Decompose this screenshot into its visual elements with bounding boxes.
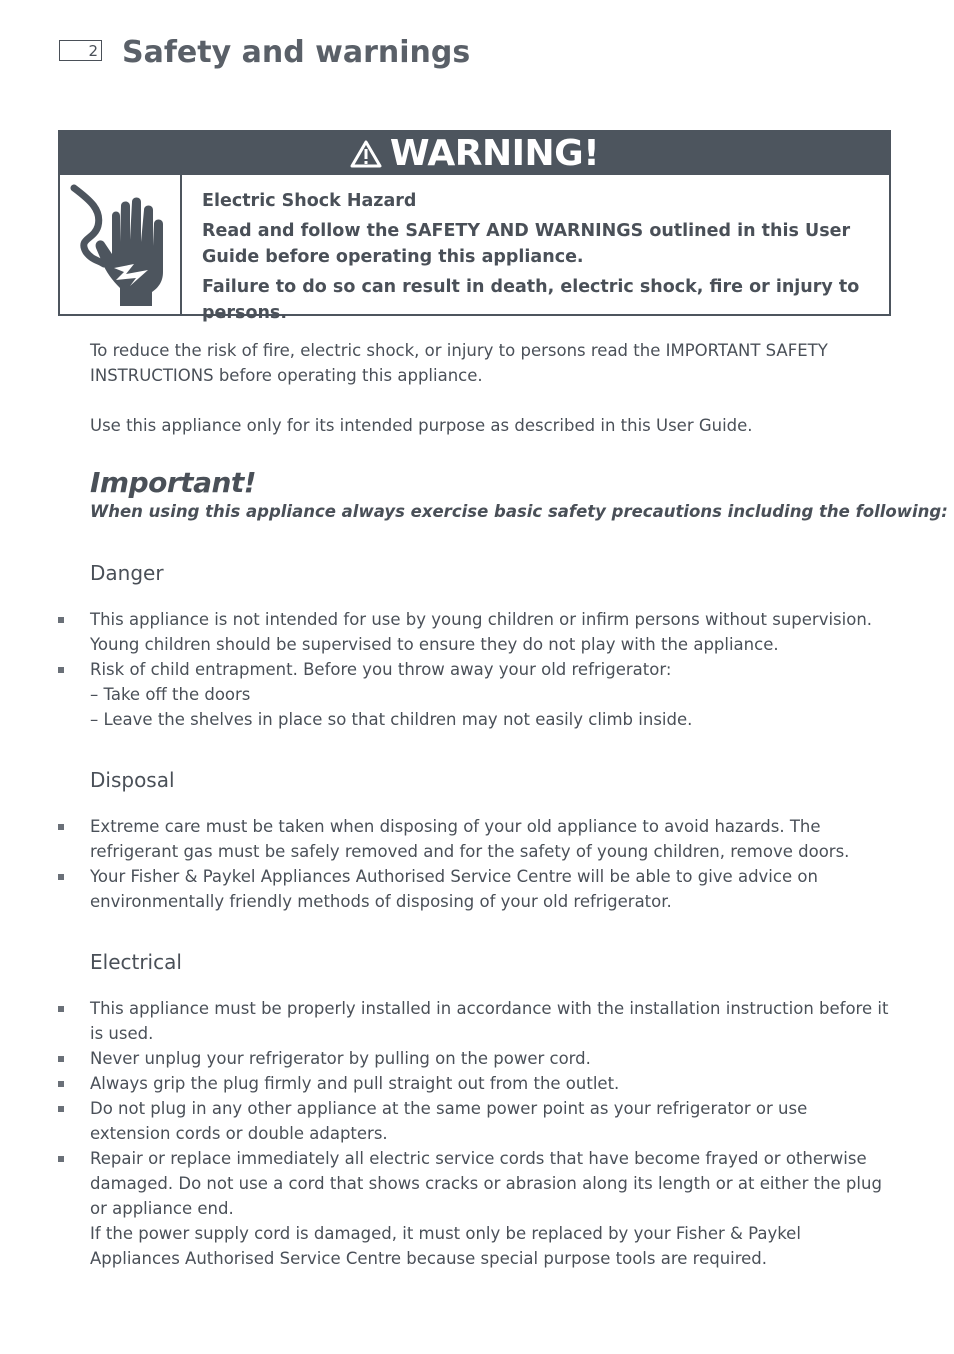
electrical-list [0, 996, 890, 1271]
list-item-note: If the power supply cord is damaged, it must only be replaced by your Fisher & Paykel Appliances Authorised Service Centre because special purpose tools are required. [90, 1224, 801, 1268]
warning-title: WARNING! [389, 133, 600, 174]
list-item [0, 996, 890, 1046]
bullet-icon [58, 874, 64, 880]
list-item-text: Always grip the plug firmly and pull straight out from the outlet. [90, 1074, 620, 1093]
intro-text-2: Use this appliance only for its intended purpose as described in this User Guide. [90, 416, 753, 435]
list-item-text: Do not plug in any other appliance at the same power point as your refrigerator or use extension cords or double adapters. [90, 1099, 808, 1143]
bullet-icon [58, 1106, 64, 1112]
electric-shock-hand-icon [68, 180, 172, 310]
list-item-text: Your Fisher & Paykel Appliances Authorised Service Centre will be able to give advice on environmentally friendly methods of disposing of your old refrigerator. [90, 867, 818, 911]
disposal-heading: Disposal [90, 768, 175, 792]
warning-line-2: Failure to do so can result in death, electric shock, fire or injury to persons. [202, 277, 860, 323]
list-sub-item: – Leave the shelves in place so that children may not easily climb inside. [90, 710, 693, 729]
list-item [0, 864, 890, 914]
warning-text [202, 188, 875, 326]
warning-icon-cell [60, 175, 182, 314]
electrical-heading: Electrical [90, 950, 182, 974]
danger-list [0, 607, 890, 732]
important-subheading: When using this appliance always exercise basic safety precautions including the following: [90, 502, 948, 521]
warning-box [58, 130, 891, 323]
list-item-text: Repair or replace immediately all electric service cords that have become frayed or otherwise damaged. Do not use a cord that shows cracks or abrasion along its length or at either the plug or appliance end. [90, 1149, 882, 1218]
disposal-list [0, 814, 890, 914]
warning-bar [60, 132, 889, 175]
list-item [0, 1096, 890, 1146]
list-sub-item: – Take off the doors [90, 685, 251, 704]
list-item [0, 607, 890, 657]
page-title: Safety and warnings [122, 35, 471, 70]
intro-text-1: To reduce the risk of fire, electric shock, or injury to persons read the IMPORTANT SAFETY INSTRUCTIONS before operating this appliance. [90, 341, 828, 385]
warning-triangle-icon [350, 140, 382, 168]
bullet-icon [58, 667, 64, 673]
page-number: 2 [59, 40, 102, 61]
list-item-text: Extreme care must be taken when disposing of your old appliance to avoid hazards. The refrigerant gas must be safely removed and for the safety of young children, remove doors. [90, 817, 850, 861]
list-item [0, 1071, 890, 1096]
bullet-icon [58, 1006, 64, 1012]
list-item [0, 1046, 890, 1071]
list-item [0, 657, 890, 732]
important-heading: Important! [90, 466, 257, 499]
intro-paragraph-2 [90, 413, 890, 438]
bullet-icon [58, 1056, 64, 1062]
list-item [0, 1146, 890, 1271]
bullet-icon [58, 1156, 64, 1162]
danger-heading: Danger [90, 561, 164, 585]
list-item-text: Never unplug your refrigerator by pulling on the power cord. [90, 1049, 591, 1068]
list-item-text: Risk of child entrapment. Before you throw away your old refrigerator: [90, 660, 672, 679]
bullet-icon [58, 617, 64, 623]
list-item [0, 814, 890, 864]
bullet-icon [58, 1081, 64, 1087]
list-item-text: This appliance must be properly installed in accordance with the installation instruction before it is used. [90, 999, 889, 1043]
intro-paragraph-1 [90, 338, 890, 388]
warning-heading: Electric Shock Hazard [202, 191, 417, 211]
warning-line-1: Read and follow the SAFETY AND WARNINGS outlined in this User Guide before operating this appliance. [202, 221, 851, 267]
bullet-icon [58, 824, 64, 830]
list-item-text: This appliance is not intended for use by young children or infirm persons without supervision. Young children should be supervised to ensure they do not play with the appliance. [90, 610, 873, 654]
